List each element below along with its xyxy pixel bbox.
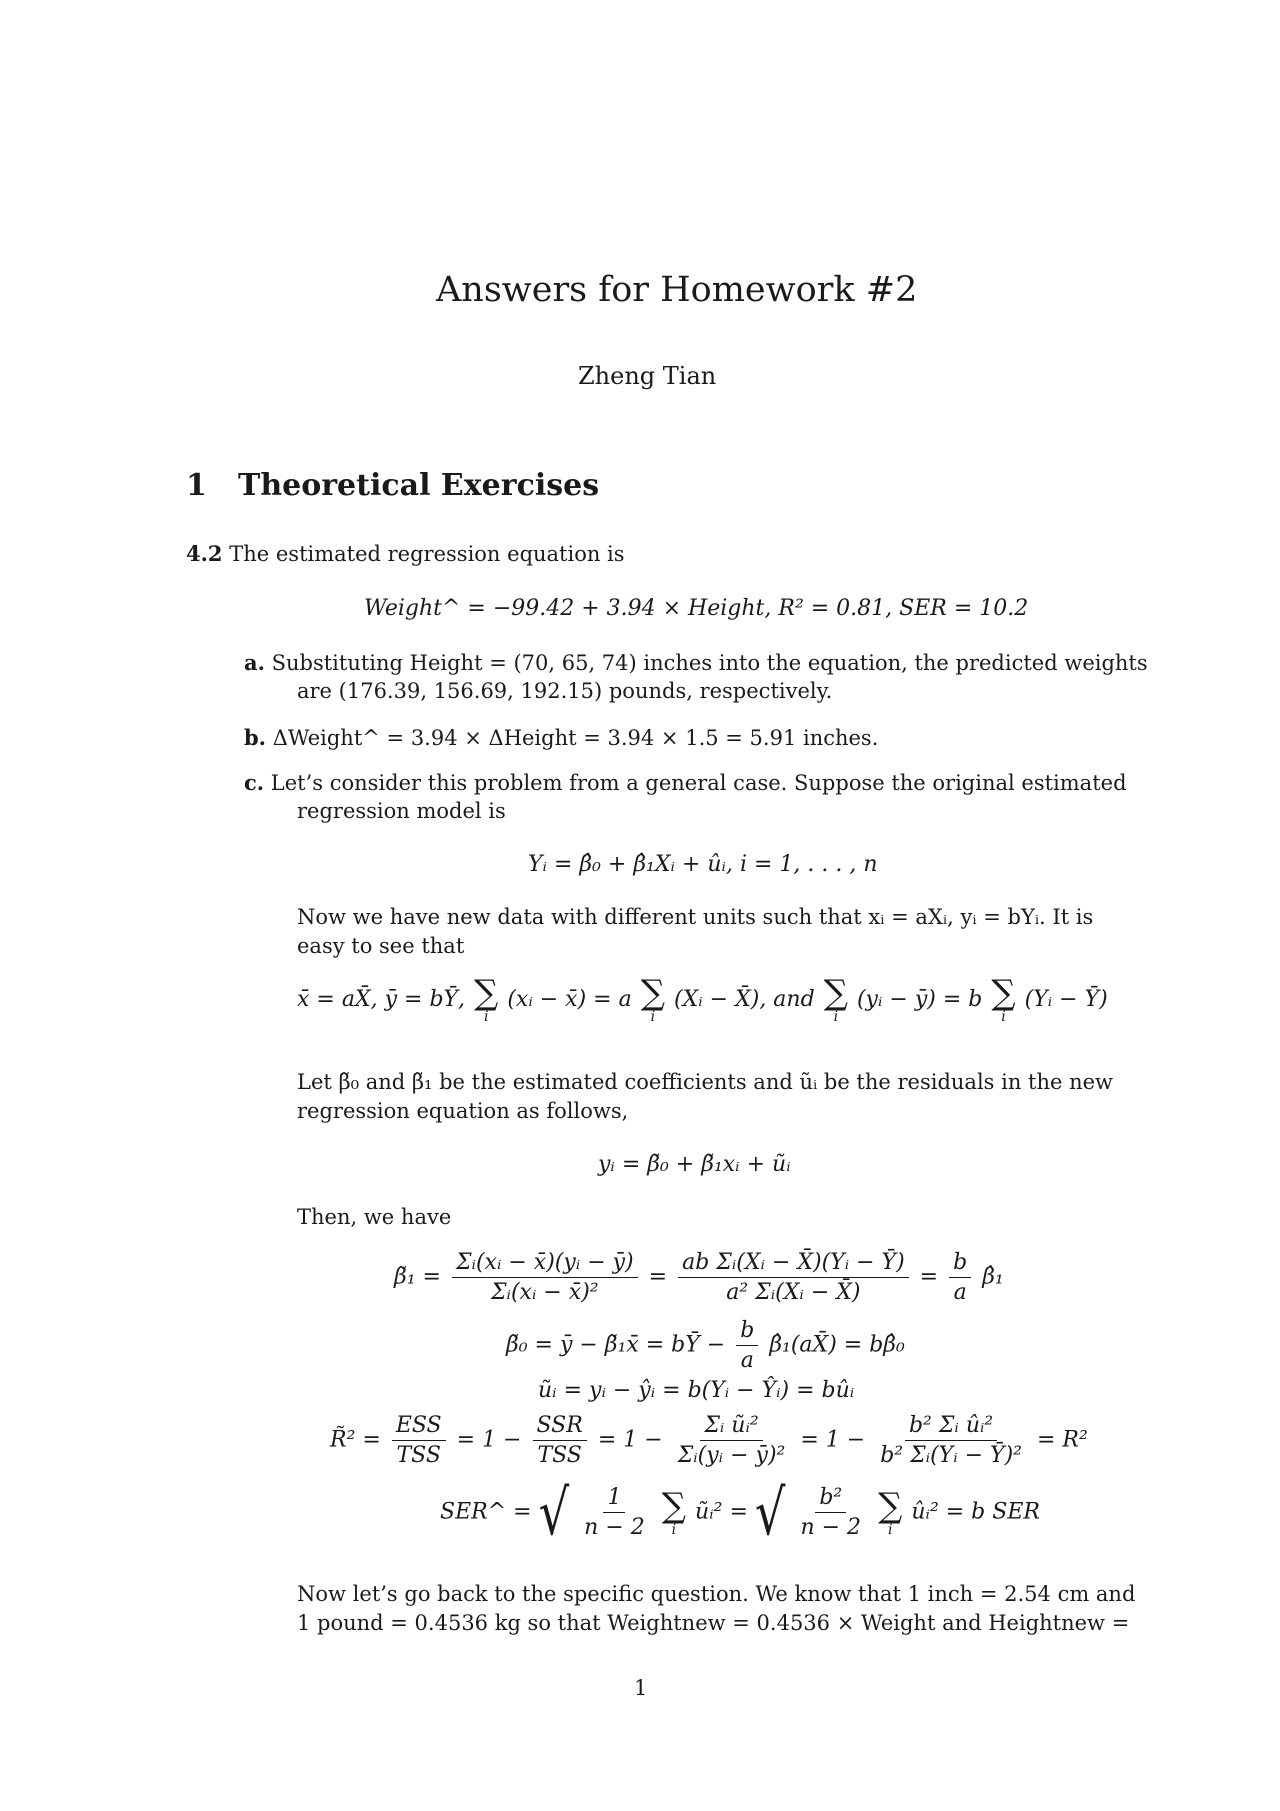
equation-beta1: β̃₁ = $\frac{\text{Σᵢ(xᵢ − x̄)(yᵢ − ȳ)}}{\text{Σᵢ(xᵢ − x̄)²}}$ = $\frac{\text{ab Σᵢ(Xᵢ − X̄)(Yᵢ − Ȳ)}}{\text{a² Σᵢ(Xᵢ − X̄)}}$ = $\frac{b}{a}$ β̂₁ xyxy=(394,1250,1004,1305)
numerator: ESS xyxy=(392,1413,446,1441)
sqrt-icon: √ xyxy=(538,1476,570,1549)
page-number: 1 xyxy=(634,1676,648,1700)
eq-r2-rhs: = R² xyxy=(1036,1427,1088,1453)
eq-beta0-main: β̃₀ = ȳ − β̃₁x̄ = bȲ − xyxy=(506,1332,726,1358)
then-text: Then, we have xyxy=(297,1205,452,1229)
numerator: Σᵢ ũᵢ² xyxy=(700,1413,762,1441)
eq-ser-mid: ũᵢ² = xyxy=(695,1499,748,1525)
part-a-line2: are (176.39, 156.69, 192.15) pounds, respectively. xyxy=(297,679,833,703)
eq-means-right1: (yᵢ − ȳ) = b xyxy=(856,987,983,1012)
sum-index: i xyxy=(833,1009,839,1025)
sum-index: i xyxy=(1001,1009,1006,1025)
fraction xyxy=(876,1413,1026,1468)
equation-residual: ũᵢ = yᵢ − ŷᵢ = b(Yᵢ − Ŷᵢ) = bûᵢ xyxy=(538,1378,855,1403)
denominator: a xyxy=(953,1280,967,1305)
numerator: SSR xyxy=(533,1413,587,1441)
equation-ser xyxy=(440,1476,1040,1549)
sum-index: i xyxy=(650,1009,656,1025)
numerator: b² Σᵢ ûᵢ² xyxy=(905,1413,997,1441)
para3-line1: Let β̃₀ and β̃₁ be the estimated coefficients and ũᵢ be the residuals in the new xyxy=(297,1070,1114,1094)
fraction xyxy=(533,1413,587,1468)
fraction xyxy=(796,1485,865,1540)
sum-index: i xyxy=(887,1521,893,1538)
author: Zheng Tian xyxy=(578,362,717,390)
sum-index: i xyxy=(671,1521,677,1538)
sum-ser-2: ∑ i xyxy=(878,1485,903,1538)
denominator: a² Σᵢ(Xᵢ − X̄) xyxy=(726,1280,861,1305)
denominator: n − 2 xyxy=(584,1515,645,1540)
section-title: Theoretical Exercises xyxy=(238,468,600,503)
fraction xyxy=(736,1318,758,1373)
sum-index: i xyxy=(483,1009,489,1025)
eq-beta0-tail: β̂₁(aX̄) = bβ̂₀ xyxy=(769,1332,905,1358)
sqrt-icon: √ xyxy=(754,1476,786,1549)
eq-r2-lhs: R̃² = xyxy=(330,1427,381,1453)
equation-main: Weight^ = −99.42 + 3.94 × Height, R² = 0.81, SER = 10.2 xyxy=(364,596,1029,621)
part-a-text-1: Substituting Height = (70, 65, 74) inches into the equation, the predicted weights xyxy=(271,651,1148,675)
part-c-line2: regression model is xyxy=(297,799,506,823)
denominator: TSS xyxy=(396,1443,441,1468)
part-a-label: a. xyxy=(244,650,265,675)
problem-line xyxy=(186,541,625,566)
eq-beta1-lhs: β̃₁ = xyxy=(394,1264,441,1290)
eq-ser-tail: ûᵢ² = b SER xyxy=(911,1499,1040,1525)
fraction xyxy=(452,1250,638,1305)
denominator: n − 2 xyxy=(800,1515,862,1540)
para3-line2: regression equation as follows, xyxy=(297,1099,629,1123)
denominator: TSS xyxy=(537,1443,582,1468)
para4-line1: Now let’s go back to the specific question. We know that 1 inch = 2.54 cm and xyxy=(297,1582,1136,1606)
numerator: b² xyxy=(815,1485,846,1513)
sum-3: ∑ i xyxy=(823,973,848,1025)
part-b-text: ΔWeight^ = 3.94 × ΔHeight = 3.94 × 1.5 = 5.91 inches. xyxy=(272,726,879,750)
eq-means-right2: (Yᵢ − Ȳ) xyxy=(1024,987,1108,1012)
section-number: 1 xyxy=(186,468,207,503)
numerator: b xyxy=(949,1250,971,1278)
equation-beta0 xyxy=(506,1318,905,1373)
eq-means-mid2: (Xᵢ − X̄), and xyxy=(673,987,815,1012)
part-b-line xyxy=(244,725,878,750)
equation-model: Yᵢ = β̂₀ + β̂₁Xᵢ + ûᵢ, i = 1, . . . , n xyxy=(528,852,878,877)
denominator: Σᵢ(yᵢ − ȳ)² xyxy=(677,1443,786,1468)
fraction xyxy=(580,1485,649,1540)
fraction xyxy=(674,1413,790,1468)
fraction xyxy=(678,1250,909,1305)
numerator: Σᵢ(xᵢ − x̄)(yᵢ − ȳ) xyxy=(452,1250,638,1278)
numerator: 1 xyxy=(603,1485,625,1513)
problem-intro: The estimated regression equation is xyxy=(229,542,625,566)
denominator: b² Σᵢ(Yᵢ − Ȳ)² xyxy=(880,1443,1022,1468)
numerator: ab Σᵢ(Xᵢ − X̄)(Yᵢ − Ȳ) xyxy=(678,1250,909,1278)
sum-4: ∑ i xyxy=(991,973,1016,1025)
equation-means xyxy=(297,973,1108,1025)
eq-ser-lhs: SER^ = xyxy=(440,1499,532,1525)
sum-1: ∑ i xyxy=(474,973,499,1025)
problem-label: 4.2 xyxy=(186,541,223,566)
equation-new: yᵢ = β̃₀ + β̃₁xᵢ + ũᵢ xyxy=(598,1152,791,1177)
para4-line2: 1 pound = 0.4536 kg so that Weightnew = 0.4536 × Weight and Heightnew = xyxy=(297,1611,1130,1635)
fraction xyxy=(949,1250,971,1305)
eq-means-mid1: (xᵢ − x̄) = a xyxy=(507,987,632,1012)
para2-line2: easy to see that xyxy=(297,934,465,958)
denominator: a xyxy=(740,1348,754,1373)
part-c-text-1: Let’s consider this problem from a general case. Suppose the original estimated xyxy=(270,771,1127,795)
sum-ser-1: ∑ i xyxy=(661,1485,687,1538)
numerator: b xyxy=(736,1318,758,1346)
eq-beta1-tail: β̂₁ xyxy=(982,1264,1004,1290)
sum-2: ∑ i xyxy=(640,973,665,1025)
part-c-line1 xyxy=(244,770,1127,795)
equation-r2: R̃² = $\frac{\text{ESS}}{\text{TSS}}$ = 1 − $\frac{\text{SSR}}{\text{TSS}}$ = 1 − $\frac{\text{Σᵢ ũᵢ²}}{\text{Σᵢ(yᵢ − ȳ)²}}$ = 1 − $\frac{\text{b² Σᵢ ûᵢ²}}{\text{b² Σᵢ(Yᵢ − Ȳ)²}}$ = R² xyxy=(330,1413,1088,1468)
part-a-line1 xyxy=(244,650,1148,675)
part-c-label: c. xyxy=(244,770,265,795)
page-title: Answers for Homework #2 xyxy=(436,270,918,310)
eq-means-left: x̄ = aX̄, ȳ = bȲ, xyxy=(297,987,466,1012)
para2-line1: Now we have new data with different units such that xᵢ = aXᵢ, yᵢ = bYᵢ. It is xyxy=(297,905,1094,929)
fraction xyxy=(392,1413,446,1468)
denominator: Σᵢ(xᵢ − x̄)² xyxy=(490,1280,599,1305)
part-b-label: b. xyxy=(244,725,266,750)
